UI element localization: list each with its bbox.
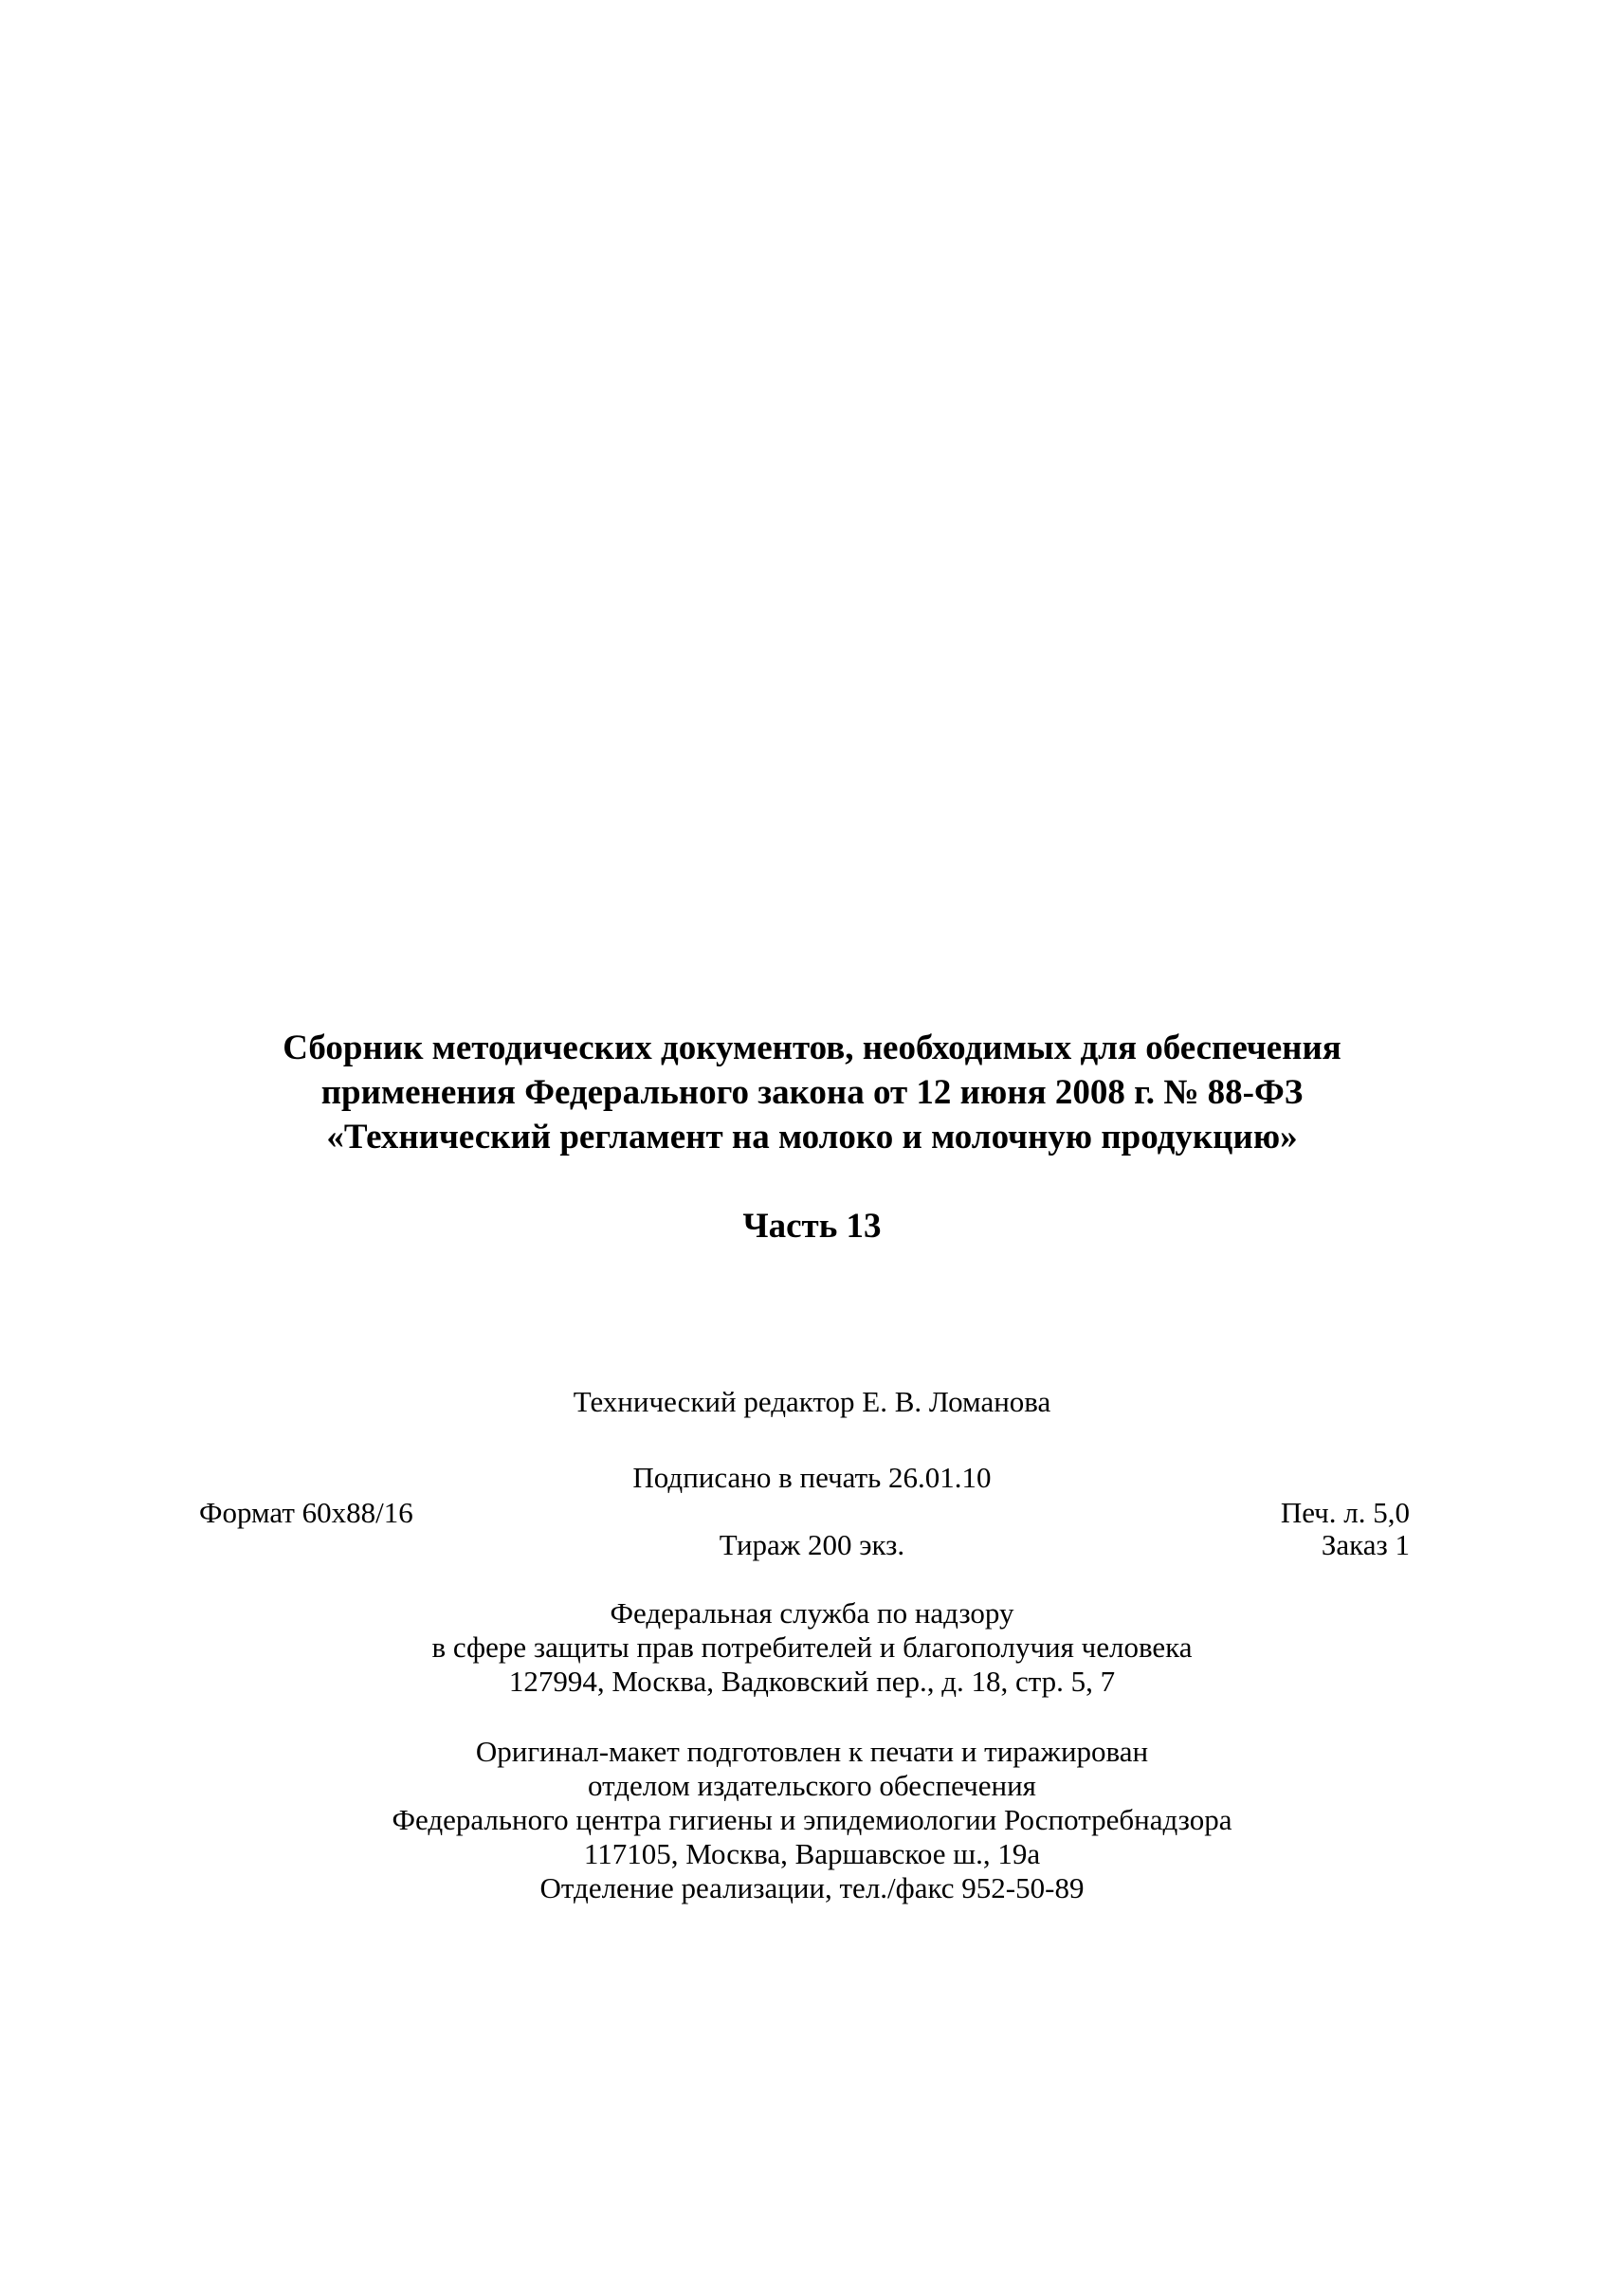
printer-info <box>0 1735 1624 1905</box>
printer-line-2: отделом издательского обеспечения <box>588 1769 1036 1802</box>
title-line-2: применения Федерального закона от 12 июня 2008 г. № 88-ФЗ <box>320 1073 1304 1112</box>
publisher-info <box>0 1596 1624 1699</box>
print-run: Тираж 200 экз. <box>719 1528 905 1561</box>
sales-contact: Отделение реализации, тел./факс 952-50-89 <box>539 1871 1085 1904</box>
publisher-line-1: Федеральная служба по надзору <box>610 1596 1014 1630</box>
title-line-3: «Технический регламент на молоко и молочную продукцию» <box>326 1118 1298 1157</box>
publisher-address: 127994, Москва, Вадковский пер., д. 18, стр. 5, 7 <box>508 1665 1116 1698</box>
paper-format: Формат 60x88/16 <box>199 1496 413 1529</box>
printer-line-1: Оригинал-макет подготовлен к печати и тиражирован <box>475 1735 1149 1768</box>
document-title <box>0 1026 1624 1159</box>
publisher-line-2: в сфере защиты прав потребителей и благополучия человека <box>431 1630 1193 1664</box>
order-number: Заказ 1 <box>1321 1528 1410 1561</box>
title-line-1: Сборник методических документов, необходимых для обеспечения <box>283 1029 1341 1067</box>
printer-line-3: Федерального центра гигиены и эпидемиологии Роспотребнадзора <box>392 1803 1232 1836</box>
signed-to-print: Подписано в печать 26.01.10 <box>632 1461 992 1494</box>
technical-editor: Технический редактор Е. В. Ломанова <box>573 1385 1051 1418</box>
printed-sheets: Печ. л. 5,0 <box>1280 1496 1410 1529</box>
part-number: Часть 13 <box>742 1207 882 1246</box>
printer-address: 117105, Москва, Варшавское ш., 19а <box>583 1837 1041 1870</box>
